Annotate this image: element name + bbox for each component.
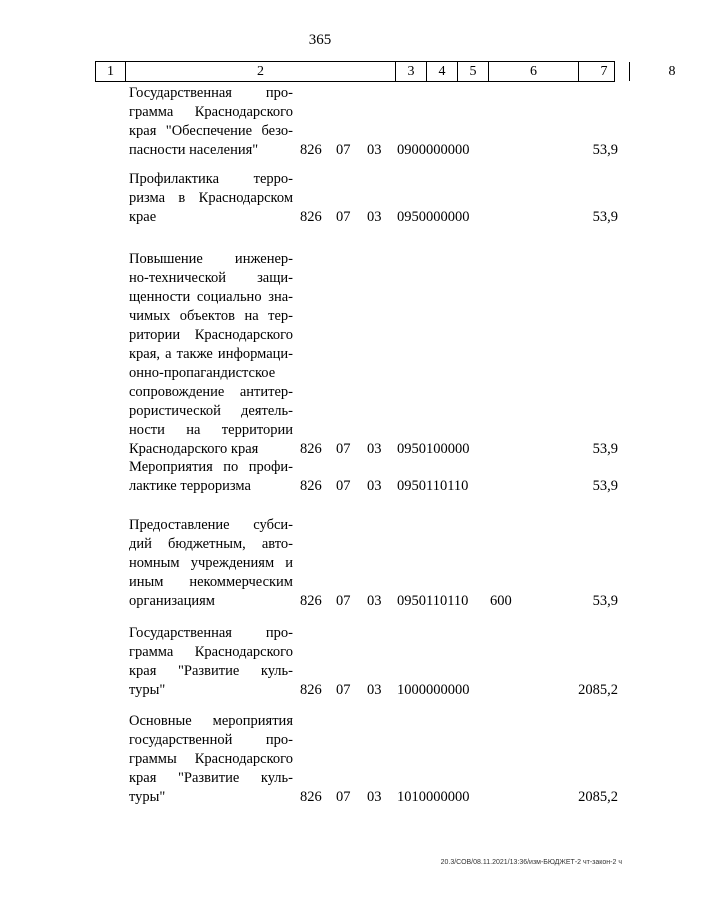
- section-code: 07: [336, 478, 351, 494]
- admin-code: 826: [300, 593, 322, 609]
- description-line: щенности социально зна-: [129, 289, 293, 305]
- admin-code: 826: [300, 682, 322, 698]
- description-line: номным учреждениям и: [129, 555, 293, 571]
- page-number: 365: [308, 32, 332, 48]
- column-header-6: 6: [488, 62, 578, 81]
- description-line: края "Развитие куль-: [129, 663, 293, 679]
- description-line: Повышение инженер-: [129, 251, 293, 267]
- amount: 53,9: [592, 441, 618, 457]
- subsection-code: 03: [367, 593, 382, 609]
- description-line: крае: [129, 209, 157, 225]
- table-header: [95, 61, 676, 82]
- column-header-7: 7: [578, 62, 629, 81]
- description-line: Государственная про-: [129, 625, 293, 641]
- subsection-code: 03: [367, 441, 382, 457]
- target-article-code: 0900000000: [397, 142, 470, 158]
- target-article-code: 0950110110: [397, 593, 469, 609]
- target-article-code: 1010000000: [397, 789, 470, 805]
- row-description: [129, 84, 293, 160]
- section-code: 07: [336, 209, 351, 225]
- description-line: иным некоммерческим: [129, 574, 293, 590]
- description-line: пасности населения": [129, 142, 259, 158]
- description-line: государственной про-: [129, 732, 293, 748]
- row-description: [129, 712, 293, 807]
- column-header-5: 5: [457, 62, 488, 81]
- description-line: Краснодарского края: [129, 441, 259, 457]
- description-line: грамма Краснодарского: [129, 104, 293, 120]
- description-line: но-технической защи-: [129, 270, 293, 286]
- document-footer-code: 20.3/СОВ/08.11.2021/13:36/изм-БЮДЖЕТ-2 чт-закон-2 ч: [440, 859, 622, 866]
- description-line: рористической деятель-: [129, 403, 293, 419]
- description-line: граммы Краснодарского: [129, 751, 293, 767]
- admin-code: 826: [300, 789, 322, 805]
- section-code: 07: [336, 142, 351, 158]
- target-article-code: 0950100000: [397, 441, 470, 457]
- section-code: 07: [336, 789, 351, 805]
- description-line: Мероприятия по профи-: [129, 459, 293, 475]
- row-description: [129, 624, 293, 700]
- target-article-code: 0950110110: [397, 478, 469, 494]
- subsection-code: 03: [367, 789, 382, 805]
- admin-code: 826: [300, 478, 322, 494]
- column-header-2: 2: [125, 62, 395, 81]
- row-description: [129, 458, 293, 496]
- description-line: края "Обеспечение безо-: [129, 123, 293, 139]
- description-line: Профилактика терро-: [129, 171, 293, 187]
- subsection-code: 03: [367, 209, 382, 225]
- description-line: дий бюджетным, авто-: [129, 536, 293, 552]
- amount: 53,9: [592, 593, 618, 609]
- description-line: ности на территории: [129, 422, 293, 438]
- amount: 2085,2: [578, 789, 618, 805]
- description-line: туры": [129, 682, 166, 698]
- column-header-3: 3: [395, 62, 426, 81]
- description-line: Предоставление субси-: [129, 517, 293, 533]
- row-description: [129, 170, 293, 227]
- column-header-1: 1: [107, 64, 114, 79]
- section-code: 07: [336, 682, 351, 698]
- admin-code: 826: [300, 142, 322, 158]
- description-line: Основные мероприятия: [129, 713, 293, 729]
- admin-code: 826: [300, 209, 322, 225]
- subsection-code: 03: [367, 682, 382, 698]
- section-code: 07: [336, 593, 351, 609]
- description-line: Государственная про-: [129, 85, 293, 101]
- row-description: [129, 250, 293, 459]
- amount: 53,9: [592, 478, 618, 494]
- amount: 53,9: [592, 142, 618, 158]
- description-line: туры": [129, 789, 166, 805]
- subsection-code: 03: [367, 478, 382, 494]
- description-line: онно-пропагандистское: [129, 365, 276, 381]
- description-line: края "Развитие куль-: [129, 770, 293, 786]
- description-line: края, а также информаци-: [129, 346, 293, 362]
- amount: 53,9: [592, 209, 618, 225]
- section-code: 07: [336, 441, 351, 457]
- column-header-4: 4: [426, 62, 457, 81]
- description-line: грамма Краснодарского: [129, 644, 293, 660]
- subsection-code: 03: [367, 142, 382, 158]
- description-line: ризма в Краснодарском: [129, 190, 293, 206]
- description-line: чимых объектов на тер-: [129, 308, 293, 324]
- amount: 2085,2: [578, 682, 618, 698]
- target-article-code: 0950000000: [397, 209, 470, 225]
- admin-code: 826: [300, 441, 322, 457]
- description-line: ритории Краснодарского: [129, 327, 293, 343]
- column-header-8: 8: [629, 62, 714, 81]
- expense-type-code: 600: [490, 593, 512, 609]
- description-line: организациям: [129, 593, 215, 609]
- row-description: [129, 516, 293, 611]
- description-line: сопровождение антитер-: [129, 384, 293, 400]
- description-line: лактике терроризма: [129, 478, 251, 494]
- target-article-code: 1000000000: [397, 682, 470, 698]
